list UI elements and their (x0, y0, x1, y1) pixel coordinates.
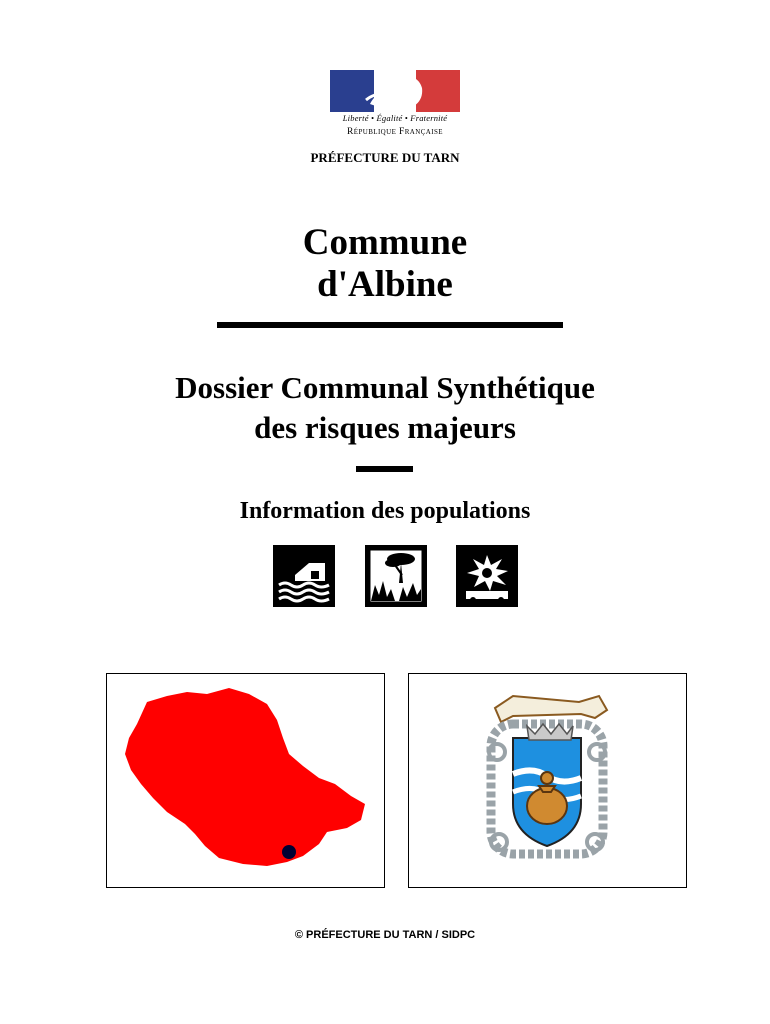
coat-of-arms-image (489, 696, 607, 854)
flood-risk-icon (273, 545, 335, 607)
commune-title-line2: d'Albine (317, 264, 453, 305)
subtitle-divider (356, 466, 413, 472)
logo-motto: Liberté • Égalité • Fraternité (342, 113, 448, 123)
marianne-flag-icon (330, 70, 460, 112)
commune-title-line1: Commune (302, 222, 468, 263)
albine-location-marker (282, 845, 296, 859)
copyright-footer: © PRÉFECTURE DU TARN / SIDPC (294, 929, 476, 941)
albine-coat-of-arms (408, 673, 687, 888)
dossier-title-line2: des risques majeurs (254, 410, 516, 445)
forest-fire-risk-icon (365, 545, 427, 607)
information-heading: Information des populations (239, 498, 531, 524)
industrial-risk-icon (456, 545, 518, 607)
dossier-title-line1: Dossier Communal Synthétique (175, 370, 595, 405)
prefecture-label: PRÉFECTURE DU TARN (310, 150, 460, 165)
logo-republic: République Française (347, 127, 443, 137)
tarn-department-shape (125, 688, 365, 866)
republique-francaise-logo (330, 70, 460, 145)
tarn-map (106, 673, 385, 888)
title-divider (217, 322, 563, 328)
